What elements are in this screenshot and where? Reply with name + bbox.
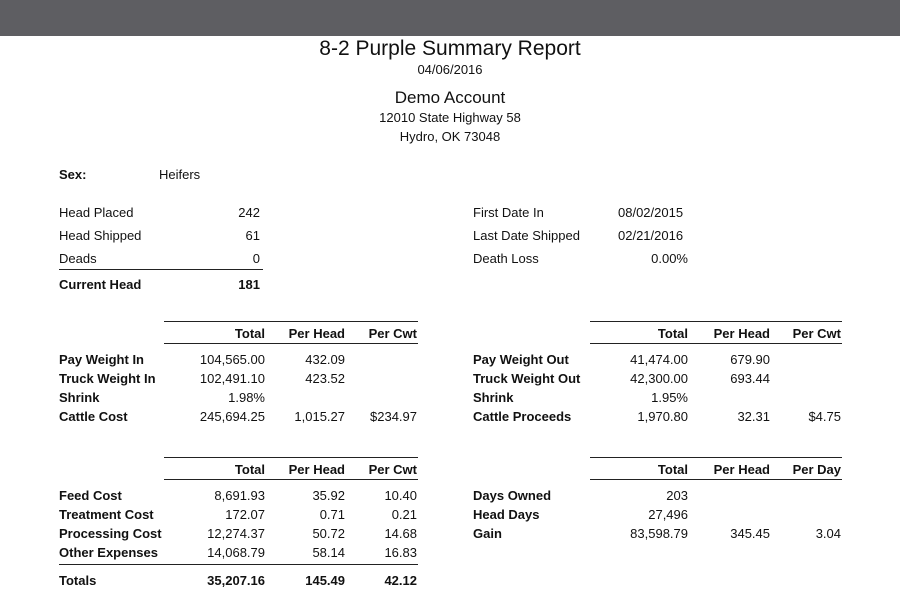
- head-shipped-label: Head Shipped: [59, 228, 142, 243]
- pay-weight-out-per-head: 679.90: [730, 352, 770, 367]
- totals-total: 35,207.16: [207, 573, 265, 588]
- sex-value: Heifers: [159, 167, 201, 182]
- weights-out-rule: [590, 321, 842, 322]
- treatment-cost-total: 172.07: [225, 507, 265, 522]
- cattle-proceeds-per-head: 32.31: [737, 409, 770, 424]
- treatment-cost-per-cwt: 0.21: [391, 507, 417, 522]
- pay-weight-in-total: 104,565.00: [199, 352, 265, 367]
- costs-header-total: Total: [234, 462, 265, 477]
- performance-rule: [590, 457, 842, 458]
- weights-in-header-per-cwt: Per Cwt: [368, 326, 417, 341]
- gain-per-day: 3.04: [815, 526, 841, 541]
- cattle-cost-per-head: 1,015.27: [294, 409, 345, 424]
- feed-cost-per-cwt: 10.40: [384, 488, 417, 503]
- processing-cost-per-head: 50.72: [312, 526, 345, 541]
- shrink-in-label: Shrink: [59, 390, 100, 405]
- sex-label: Sex:: [59, 167, 87, 182]
- processing-cost-label: Processing Cost: [59, 526, 162, 541]
- gain-label: Gain: [473, 526, 502, 541]
- truck-weight-out-total: 42,300.00: [630, 371, 688, 386]
- treatment-cost-per-head: 0.71: [319, 507, 345, 522]
- first-date-in-label: First Date In: [473, 205, 544, 220]
- performance-header-total: Total: [657, 462, 688, 477]
- shrink-in-total: 1.98%: [228, 390, 265, 405]
- cattle-cost-total: 245,694.25: [199, 409, 265, 424]
- weights-out-header-per-head: Per Head: [713, 326, 770, 341]
- weights-in-header-total: Total: [234, 326, 265, 341]
- deads-value: 0: [252, 251, 260, 266]
- other-expenses-per-head: 58.14: [312, 545, 345, 560]
- feed-cost-per-head: 35.92: [312, 488, 345, 503]
- last-date-shipped-label: Last Date Shipped: [473, 228, 580, 243]
- performance-header-rule: [590, 479, 842, 480]
- costs-header-rule: [164, 479, 418, 480]
- shrink-out-label: Shrink: [473, 390, 514, 405]
- current-head-label: Current Head: [59, 277, 142, 292]
- gain-total: 83,598.79: [630, 526, 688, 541]
- account-name: Demo Account: [394, 88, 506, 107]
- head-days-total: 27,496: [648, 507, 688, 522]
- cattle-cost-label: Cattle Cost: [59, 409, 128, 424]
- other-expenses-per-cwt: 16.83: [384, 545, 417, 560]
- totals-rule: [59, 564, 418, 565]
- pay-weight-out-label: Pay Weight Out: [473, 352, 569, 367]
- weights-out-header-total: Total: [657, 326, 688, 341]
- report-date: 04/06/2016: [417, 62, 483, 77]
- current-head-value: 181: [238, 277, 260, 292]
- head-days-label: Head Days: [473, 507, 540, 522]
- death-loss-label: Death Loss: [473, 251, 539, 266]
- address-line-2: Hydro, OK 73048: [399, 129, 501, 144]
- cattle-proceeds-total: 1,970.80: [637, 409, 688, 424]
- performance-header-per-day: Per Day: [792, 462, 841, 477]
- other-expenses-label: Other Expenses: [59, 545, 158, 560]
- last-date-shipped-value: 02/21/2016: [618, 228, 684, 243]
- totals-per-head: 145.49: [305, 573, 345, 588]
- truck-weight-in-total: 102,491.10: [199, 371, 265, 386]
- top-bar: [0, 0, 900, 36]
- days-owned-total: 203: [666, 488, 688, 503]
- cattle-proceeds-per-cwt: $4.75: [808, 409, 841, 424]
- feed-cost-total: 8,691.93: [214, 488, 265, 503]
- costs-header-per-cwt: Per Cwt: [368, 462, 417, 477]
- pay-weight-in-label: Pay Weight In: [59, 352, 144, 367]
- days-owned-label: Days Owned: [473, 488, 552, 503]
- head-shipped-value: 61: [245, 228, 260, 243]
- shrink-out-total: 1.95%: [651, 390, 688, 405]
- gain-per-head: 345.45: [730, 526, 770, 541]
- death-loss-value: 0.00%: [651, 251, 688, 266]
- other-expenses-total: 14,068.79: [207, 545, 265, 560]
- report-title: 8-2 Purple Summary Report: [319, 37, 581, 60]
- treatment-cost-label: Treatment Cost: [59, 507, 154, 522]
- pay-weight-in-per-head: 432.09: [305, 352, 345, 367]
- weights-out-header-rule: [590, 343, 842, 344]
- processing-cost-total: 12,274.37: [207, 526, 265, 541]
- truck-weight-out-label: Truck Weight Out: [473, 371, 581, 386]
- truck-weight-out-per-head: 693.44: [730, 371, 770, 386]
- weights-in-header-per-head: Per Head: [288, 326, 345, 341]
- cattle-cost-per-cwt: $234.97: [370, 409, 417, 424]
- first-date-in-value: 08/02/2015: [618, 205, 684, 220]
- processing-cost-per-cwt: 14.68: [384, 526, 417, 541]
- weights-in-rule: [164, 321, 418, 322]
- feed-cost-label: Feed Cost: [59, 488, 122, 503]
- costs-rule: [164, 457, 418, 458]
- costs-header-per-head: Per Head: [288, 462, 345, 477]
- performance-header-per-head: Per Head: [713, 462, 770, 477]
- totals-label: Totals: [59, 573, 97, 588]
- head-divider: [59, 269, 263, 270]
- head-placed-label: Head Placed: [59, 205, 134, 220]
- cattle-proceeds-label: Cattle Proceeds: [473, 409, 572, 424]
- truck-weight-in-label: Truck Weight In: [59, 371, 156, 386]
- pay-weight-out-total: 41,474.00: [630, 352, 688, 367]
- head-placed-value: 242: [238, 205, 260, 220]
- totals-per-cwt: 42.12: [384, 573, 417, 588]
- weights-in-header-rule: [164, 343, 418, 344]
- deads-label: Deads: [59, 251, 97, 266]
- truck-weight-in-per-head: 423.52: [305, 371, 345, 386]
- weights-out-header-per-cwt: Per Cwt: [792, 326, 841, 341]
- address-line-1: 12010 State Highway 58: [379, 110, 521, 125]
